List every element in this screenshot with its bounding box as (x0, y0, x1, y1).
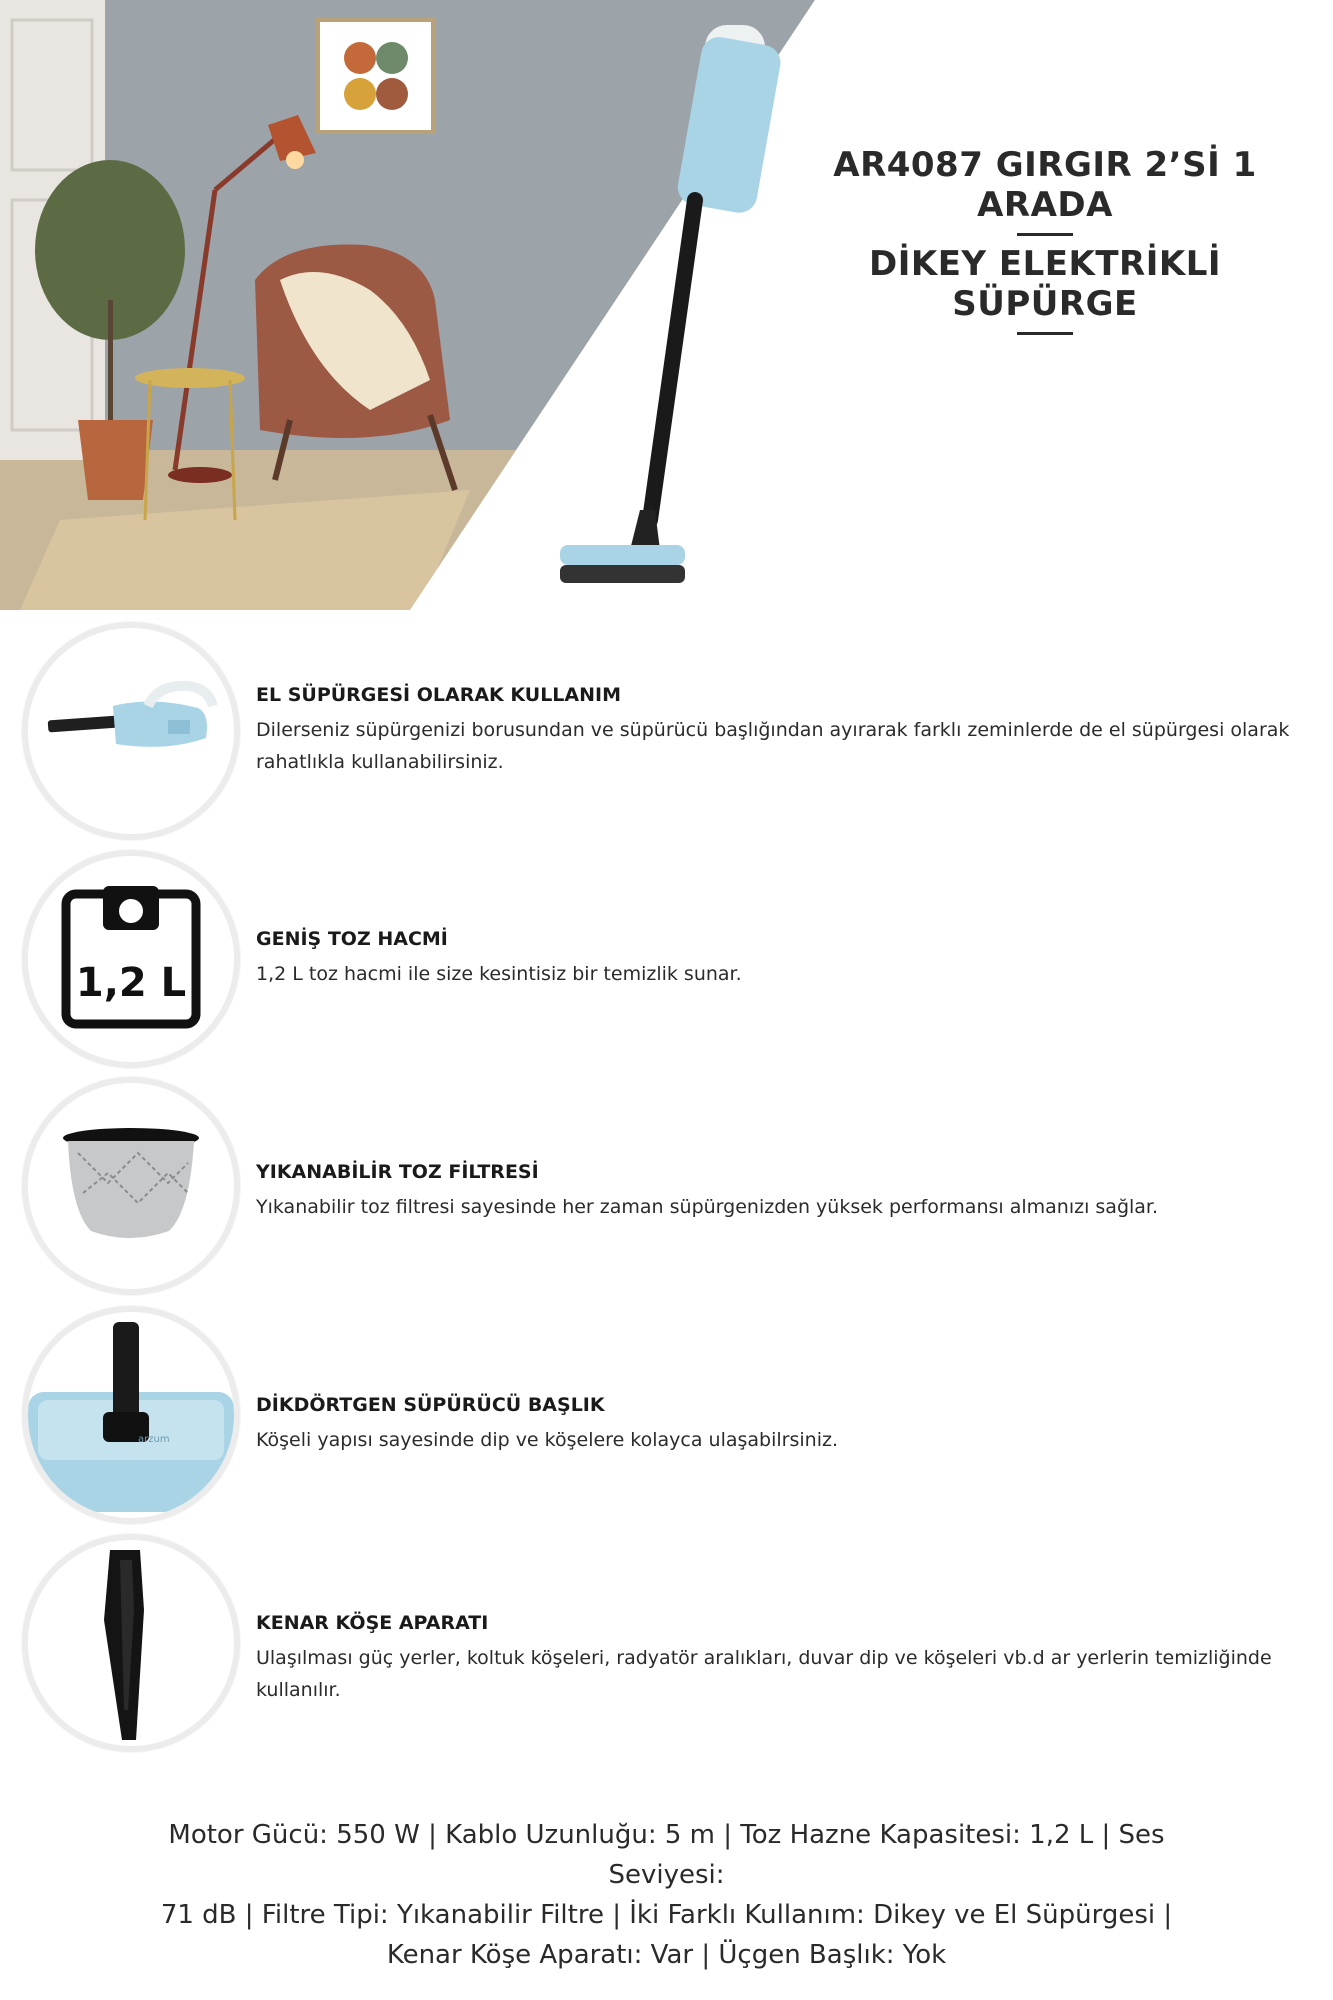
product-title-line2: DİKEY ELEKTRİKLİ SÜPÜRGE (868, 244, 1222, 324)
crevice-tool-icon (28, 1540, 234, 1746)
feature-heading: YIKANABİLİR TOZ FİLTRESİ (256, 1161, 539, 1183)
handheld-vacuum-icon (28, 628, 234, 834)
feature-handheld (0, 628, 1333, 838)
floor-head-icon (28, 1312, 234, 1518)
dust-capacity-label: 1,2 L (75, 960, 187, 1006)
feature-heading: GENİŞ TOZ HACMİ (256, 928, 448, 950)
feature-description: Köşeli yapısı sayesinde dip ve köşelere kolayca ulaşabilrsiniz. (256, 1429, 838, 1451)
feature-description: Ulaşılması güç yerler, koltuk köşeleri, radyatör aralıkları, duvar dip ve köşeleri vb.d ar yerlerin temizliğinde kullanılır. (256, 1647, 1272, 1701)
title-divider (1017, 332, 1073, 335)
specs-line: Motor Gücü: 550 W | Kablo Uzunluğu: 5 m | Toz Hazne Kapasitesi: 1,2 L | Ses Seviyesi: (168, 1820, 1165, 1890)
brand-label: arzum (138, 1434, 170, 1445)
specs-line: 71 dB | Filtre Tipi: Yıkanabilir Filtre | İki Farklı Kullanım: Dikey ve El Süpürgesi | (160, 1900, 1173, 1930)
feature-heading: EL SÜPÜRGESİ OLARAK KULLANIM (256, 684, 621, 706)
title-divider (1017, 233, 1073, 236)
feature-description: Yıkanabilir toz filtresi sayesinde her zaman süpürgenizden yüksek performansı almanızı sağlar. (256, 1196, 1159, 1218)
feature-crevice-tool (0, 1540, 1333, 1750)
feature-dust-capacity (0, 856, 1333, 1066)
living-room-scene (0, 0, 815, 610)
feature-floor-head (0, 1312, 1333, 1522)
hero-banner (0, 0, 1333, 610)
feature-description: Dilerseniz süpürgenizi borusundan ve süpürücü başlığından ayırarak farklı zeminlerde de el süpürgesi olarak rahatlıkla kullanabilirsiniz. (256, 719, 1290, 773)
product-title-block (780, 145, 1310, 343)
feature-description: 1,2 L toz hacmi ile size kesintisiz bir temizlik sunar. (256, 963, 742, 985)
filter-icon (28, 1083, 234, 1289)
product-title-line1: AR4087 GIRGIR 2’Sİ 1 ARADA (833, 145, 1257, 225)
feature-heading: DİKDÖRTGEN SÜPÜRÜCÜ BAŞLIK (256, 1394, 605, 1416)
feature-filter (0, 1083, 1333, 1293)
dust-capacity-icon (28, 856, 234, 1062)
specs-line: Kenar Köşe Aparatı: Var | Üçgen Başlık: Yok (386, 1940, 947, 1970)
feature-heading: KENAR KÖŞE APARATI (256, 1612, 489, 1634)
technical-specs (120, 1815, 1213, 1975)
